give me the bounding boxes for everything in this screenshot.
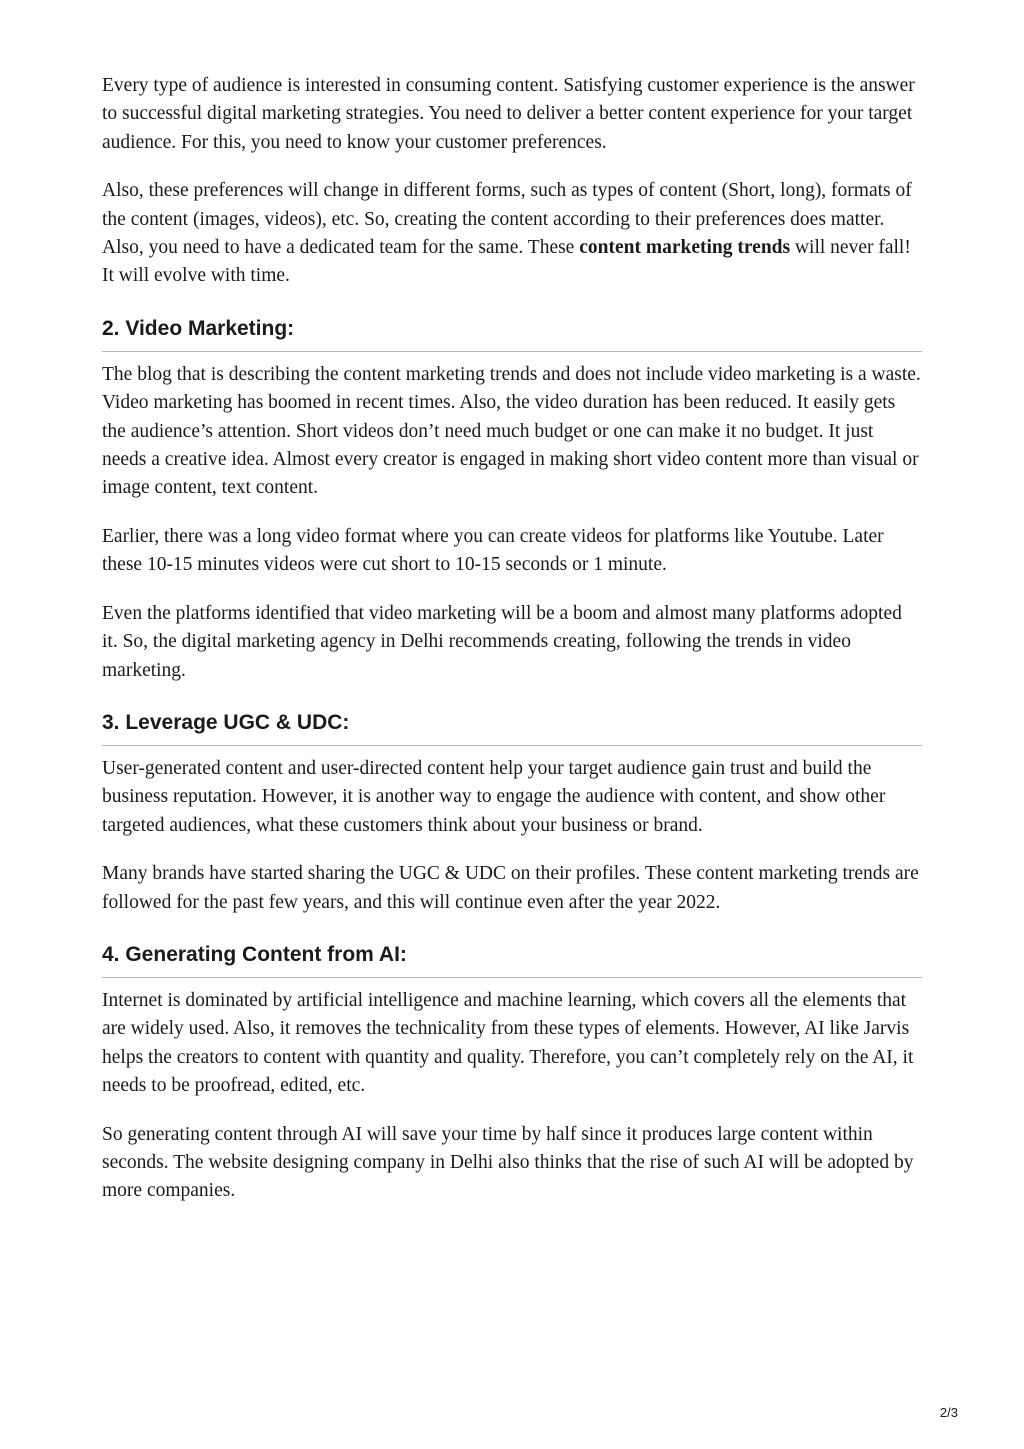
document-page	[102, 72, 922, 1226]
intro-paragraph-2-text-end: will never fall! It will evolve with time.	[102, 237, 911, 287]
ugc-paragraph-1: User-generated content and user-directed content help your target audience gain trust and build the business reputation. However, it is another way to engage the audience with content, and show other targeted audiences, what these customers think about your business or brand.	[102, 757, 886, 836]
ugc-paragraph-2: Many brands have started sharing the UGC & UDC on their profiles. These content marketing trends are followed for the past few years, and this will continue even after the year 2022.	[102, 863, 919, 913]
intro-paragraph-1: Every type of audience is interested in consuming content. Satisfying customer experience is the answer to successful digital marketing strategies. You need to deliver a better content experience for your target audience. For this, you need to know your customer preferences.	[102, 75, 915, 153]
video-paragraph-1: The blog that is describing the content marketing trends and does not include video marketing is a waste. Video marketing has boomed in recent times. Also, the video duration has been reduced. It easily gets the audience’s attention. Short videos don’t need much budget or one can make it no budget. It just needs a creative idea. Almost every creator is engaged in making short video content more than visual or image content, text content.	[102, 363, 921, 499]
page-number: 2/3	[939, 1405, 958, 1420]
intro-paragraph-2-text-start: Also, these preferences will change in different forms, such as types of content (Short, long), formats of the content (images, videos), etc. So, creating the content according to their preferences does matter. Also, you need to have a dedicated team for the same. These	[102, 180, 912, 259]
content-marketing-trends-bold: content marketing trends	[579, 237, 791, 259]
video-paragraph-2: Earlier, there was a long video format where you can create videos for platforms like Youtube. Later these 10-15 minutes videos were cut short to 10-15 seconds or 1 minute.	[102, 525, 884, 576]
ai-paragraph-2: So generating content through AI will save your time by half since it produces large content within seconds. The website designing company in Delhi also thinks that the rise of such AI will be adopted by more companies.	[102, 1123, 914, 1202]
ai-paragraph-1: Internet is dominated by artificial intelligence and machine learning, which covers all the elements that are widely used. Also, it removes the technicality from these types of elements. However, AI like Jarvis helps the creators to content with quantity and quality. Therefore, you can’t completely rely on the AI, it needs to be proofread, edited, etc.	[102, 989, 914, 1097]
video-marketing-heading: 2. Video Marketing:	[102, 316, 922, 352]
ai-content-heading: 4. Generating Content from AI:	[102, 942, 922, 978]
intro-paragraph-2	[102, 177, 922, 291]
ugc-udc-heading: 3. Leverage UGC & UDC:	[102, 710, 922, 746]
video-paragraph-3: Even the platforms identified that video marketing will be a boom and almost many platforms adopted it. So, the digital marketing agency in Delhi recommends creating, following the trends in video marketing.	[102, 602, 902, 681]
